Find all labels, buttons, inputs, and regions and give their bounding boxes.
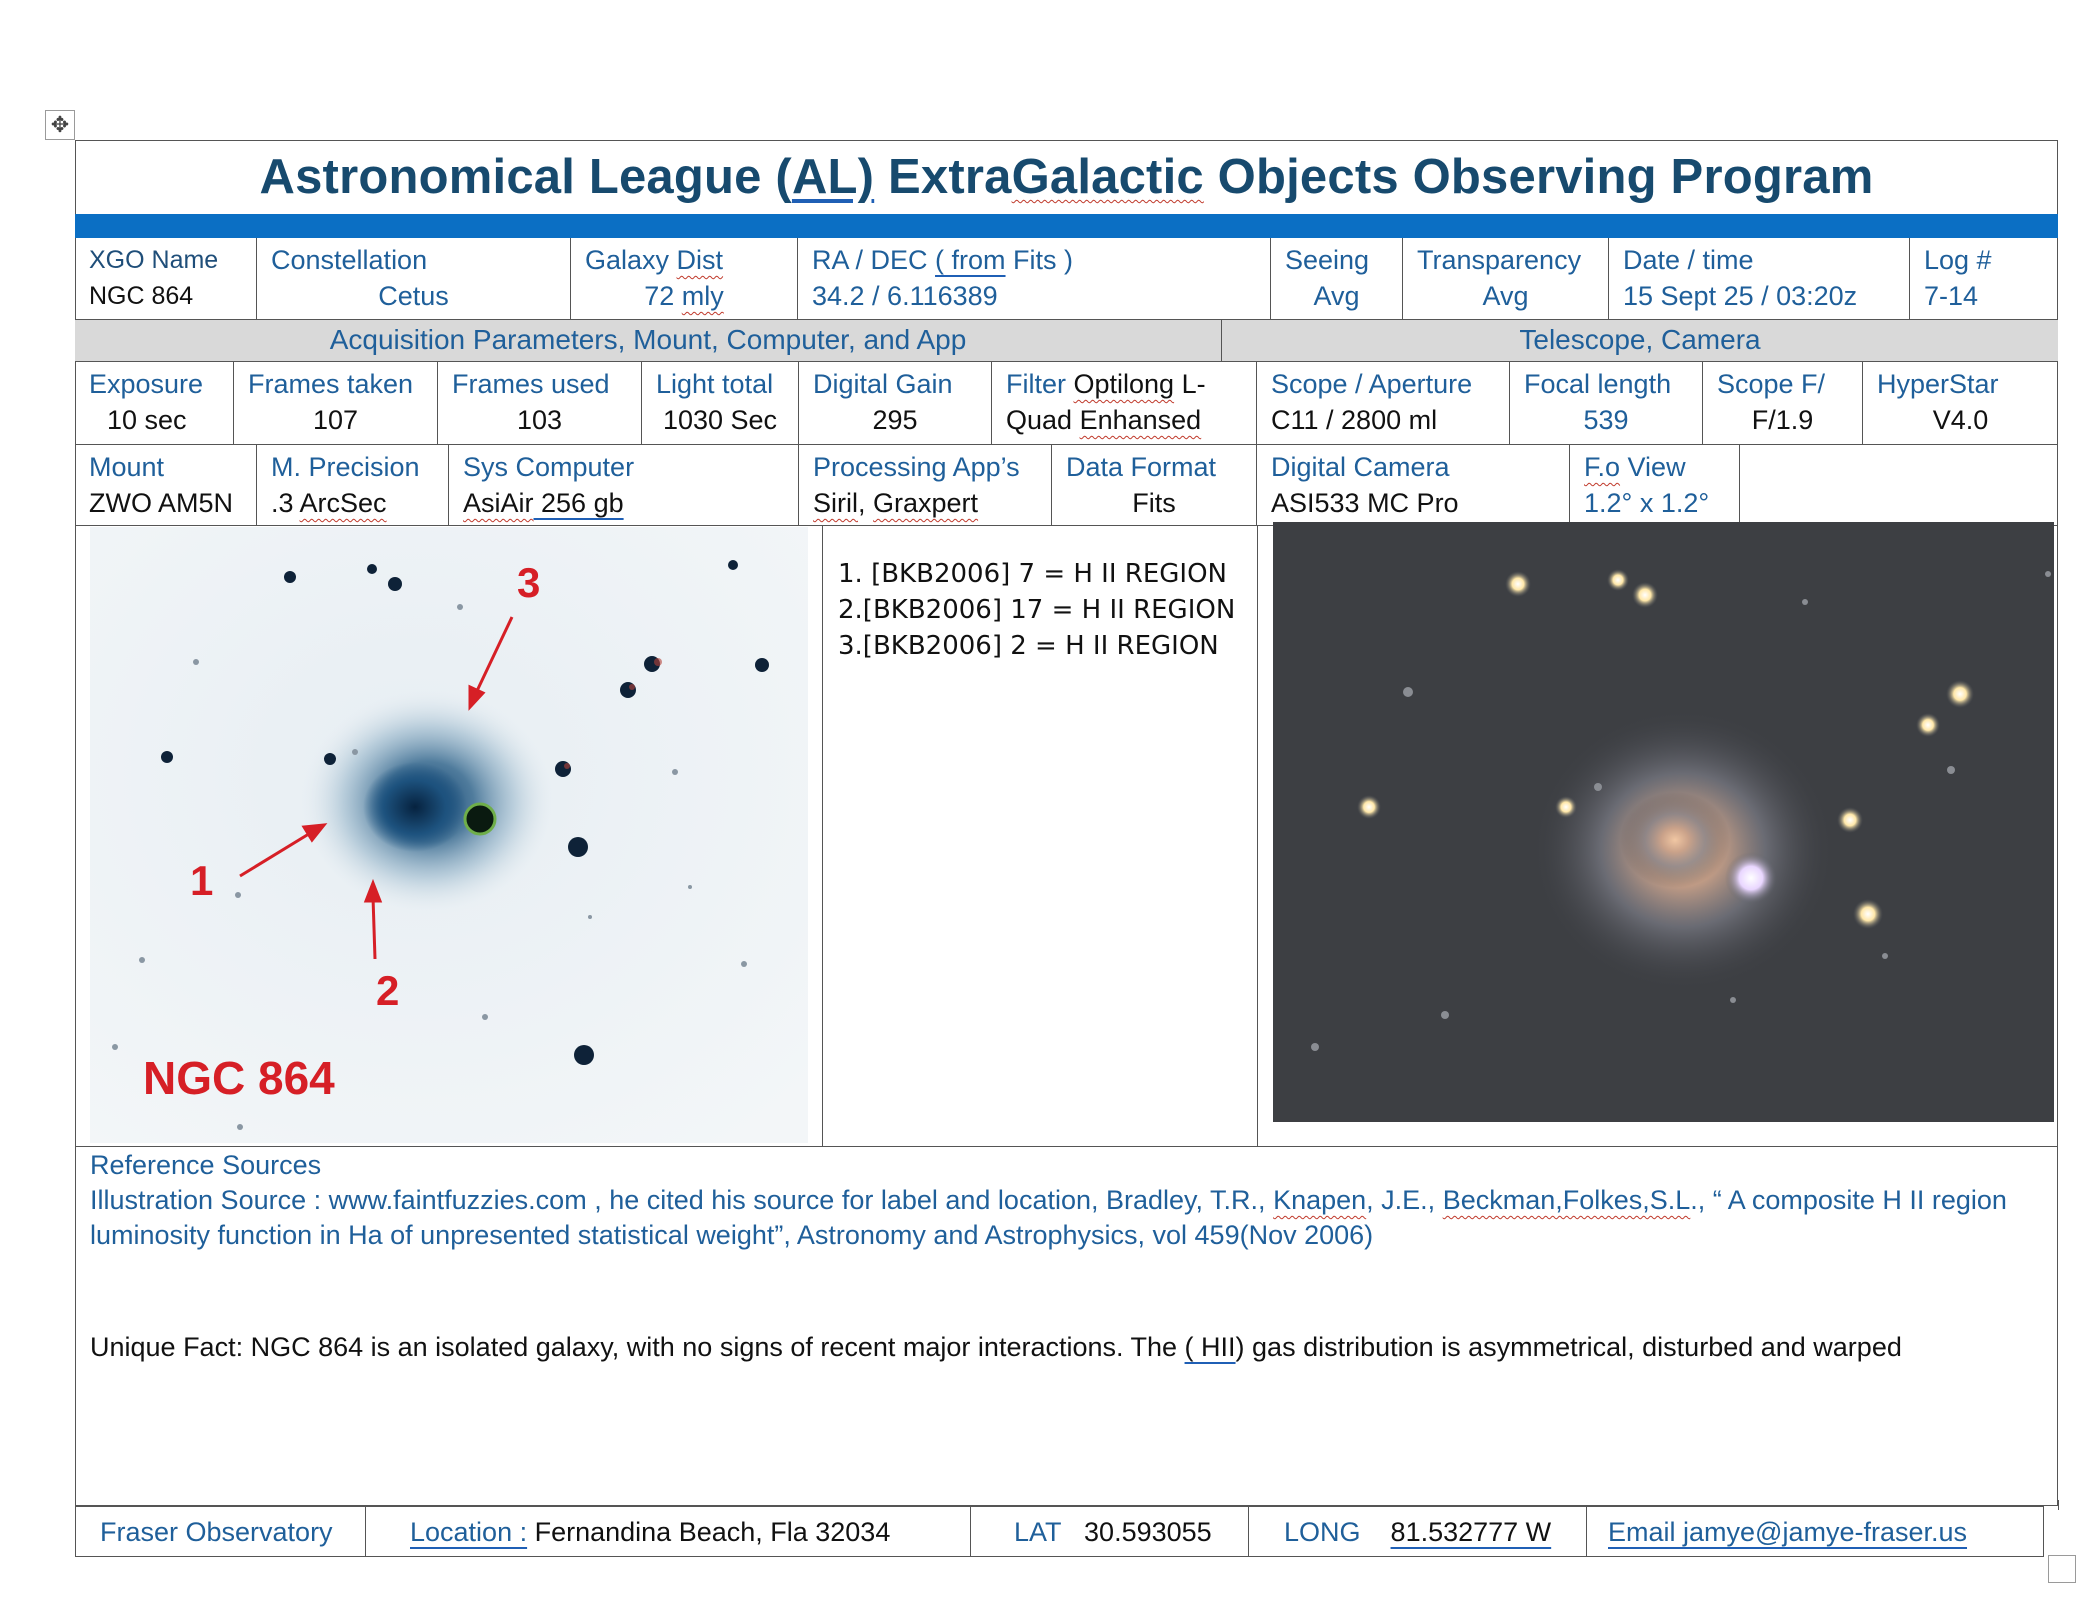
frames-used-cell[interactable] — [438, 362, 642, 445]
mount-value: ZWO AM5N — [89, 488, 234, 518]
page-title — [75, 140, 2058, 214]
scope-aperture-label: Scope / Aperture — [1271, 369, 1473, 399]
unique-fact: Unique Fact: NGC 864 is an isolated galaxy, with no signs of recent major interactions. The ( HII) gas distribution is asymmetrical, disturbed and warped — [90, 1332, 1902, 1362]
table-move-handle-icon[interactable]: ✥ — [45, 110, 75, 140]
field-of-view-value: 1.2° x 1.2° — [1584, 488, 1710, 518]
title-part: Astronomical League ( — [259, 150, 792, 204]
seeing-value: Avg — [1313, 281, 1360, 311]
region-label-1: 1 — [190, 857, 214, 904]
frames-used-label: Frames used — [452, 369, 610, 399]
footer-divider — [970, 1506, 971, 1557]
row-divider — [75, 1146, 2058, 1147]
mount-precision-label: M. Precision — [271, 452, 420, 482]
location-field[interactable]: Location : Fernandina Beach, Fla 32034 — [410, 1517, 891, 1547]
hyperstar-label: HyperStar — [1877, 369, 1999, 399]
frames-taken-value: 107 — [312, 405, 359, 435]
digital-camera-value: ASI533 MC Pro — [1271, 488, 1459, 518]
telescope-section-header: Telescope, Camera — [1222, 320, 2058, 362]
focal-length-cell[interactable] — [1510, 362, 1703, 445]
xgo-name-value: NGC 864 — [89, 282, 194, 310]
ngc864-photograph — [1273, 522, 2054, 1122]
footer-divider — [1586, 1506, 1587, 1557]
processing-apps-cell[interactable] — [799, 445, 1052, 526]
light-total-cell[interactable] — [642, 362, 799, 445]
scope-f-ratio-label: Scope F/ — [1717, 369, 1826, 399]
sys-computer-cell[interactable] — [449, 445, 799, 526]
sys-computer-label: Sys Computer — [463, 452, 635, 482]
longitude-field[interactable]: LONG 81.532777 W — [1284, 1517, 1552, 1547]
mount-label: Mount — [89, 452, 165, 482]
data-format-value: Fits — [1132, 488, 1176, 518]
digital-camera-label: Digital Camera — [1271, 452, 1450, 482]
galaxy-dist-label: Galaxy Dist — [585, 245, 724, 275]
processing-apps-value: Siril, Graxpert — [813, 488, 979, 518]
focal-length-value: 539 — [1583, 405, 1629, 435]
hyperstar-cell[interactable] — [1863, 362, 2058, 445]
title-al: AL) — [791, 150, 875, 204]
ra-dec-cell[interactable] — [798, 238, 1271, 320]
digital-gain-value: 295 — [872, 405, 918, 435]
illustration-caption: NGC 864 — [143, 1052, 335, 1104]
scope-f-ratio-cell[interactable] — [1703, 362, 1863, 445]
transparency-label: Transparency — [1417, 245, 1582, 275]
filter-cell[interactable] — [992, 362, 1257, 445]
exposure-cell[interactable] — [75, 362, 234, 445]
frames-used-value: 103 — [516, 405, 563, 435]
note-line: 3.[BKB2006] 2 = H II REGION — [838, 631, 1219, 661]
galaxy-dist-value: 72 mly — [644, 281, 724, 311]
sys-computer-value: AsiAir 256 gb — [463, 488, 624, 518]
title-part: Objects Observing Program — [1203, 150, 1874, 204]
frame-edge — [2058, 1500, 2059, 1510]
mount-cell[interactable] — [75, 445, 257, 526]
mount-precision-cell[interactable] — [257, 445, 449, 526]
frames-taken-label: Frames taken — [248, 369, 414, 399]
reference-text: Illustration Source : www.faintfuzzies.com , he cited his source for label and location, Bradley, T.R., Knapen, J.E., Beckman,Folkes,S.L., “ A composite H II region luminosity function in Ha of unpresented statistical weight”, Astronomy and Astrophysics, vol 459(Nov 2006) — [90, 1185, 2007, 1250]
field-of-view-cell[interactable] — [1570, 445, 1740, 526]
xgo-name-cell[interactable] — [75, 238, 257, 320]
galaxy-dist-cell[interactable] — [571, 238, 798, 320]
digital-gain-label: Digital Gain — [813, 369, 953, 399]
focal-length-label: Focal length — [1524, 369, 1672, 399]
constellation-label: Constellation — [271, 245, 428, 275]
ra-dec-label: RA / DEC ( from Fits ) — [812, 245, 1074, 275]
scope-f-ratio-value: F/1.9 — [1751, 405, 1814, 435]
log-number-value: 7-14 — [1924, 281, 1979, 311]
digital-camera-cell[interactable] — [1257, 445, 1570, 526]
constellation-cell[interactable] — [257, 238, 571, 320]
light-total-value: 1030 Sec — [662, 405, 778, 435]
data-format-label: Data Format — [1066, 452, 1217, 482]
note-line: 1. [BKB2006] 7 = H II REGION — [838, 559, 1228, 589]
log-number-cell[interactable] — [1910, 238, 2058, 320]
title-galactic: Galactic — [1011, 150, 1204, 204]
region-label-2: 2 — [376, 967, 400, 1014]
log-number-label: Log # — [1924, 245, 1992, 275]
title-blue-bar — [75, 214, 2058, 238]
hii-region-notes — [838, 556, 1248, 664]
digital-gain-cell[interactable] — [799, 362, 992, 445]
exposure-value: 10 sec — [107, 405, 187, 435]
region-label-3: 3 — [517, 559, 541, 606]
transparency-value: Avg — [1482, 281, 1529, 311]
reference-sources — [90, 1148, 2045, 1253]
footer-divider — [1248, 1506, 1249, 1557]
filter-label: Filter Optilong L- — [1006, 369, 1206, 399]
exposure-label: Exposure — [89, 369, 204, 399]
field-of-view-label: F.o View — [1584, 452, 1686, 482]
observatory-name: Fraser Observatory — [100, 1517, 333, 1547]
seeing-cell[interactable] — [1271, 238, 1403, 320]
email-link[interactable]: Email jamye@jamye-fraser.us — [1608, 1517, 1968, 1547]
transparency-cell[interactable] — [1403, 238, 1609, 320]
table-resize-handle-icon[interactable] — [2048, 1555, 2076, 1583]
title-part: Extra — [874, 150, 1012, 204]
footer-divider — [365, 1506, 366, 1557]
scope-aperture-cell[interactable] — [1257, 362, 1510, 445]
scope-aperture-value: C11 / 2800 ml — [1271, 405, 1438, 435]
column-divider — [822, 526, 823, 1146]
seeing-label: Seeing — [1285, 245, 1370, 275]
processing-apps-label: Processing App’s — [813, 452, 1020, 482]
xgo-name-label: XGO Name — [89, 246, 219, 274]
latitude-field[interactable]: LAT 30.593055 — [1014, 1517, 1212, 1547]
note-line: 2.[BKB2006] 17 = H II REGION — [838, 595, 1236, 625]
frames-taken-cell[interactable] — [234, 362, 438, 445]
filter-value: Quad Enhansed — [1006, 405, 1202, 435]
hyperstar-value: V4.0 — [1932, 405, 1989, 435]
date-time-cell[interactable] — [1609, 238, 1910, 320]
ra-dec-value: 34.2 / 6.116389 — [812, 281, 998, 311]
mount-precision-value: .3 ArcSec — [271, 488, 387, 518]
reference-heading: Reference Sources — [90, 1150, 322, 1180]
light-total-label: Light total — [656, 369, 774, 399]
column-divider — [1257, 526, 1258, 1146]
ngc864-labeled-illustration — [90, 527, 808, 1143]
constellation-value: Cetus — [378, 281, 449, 311]
date-time-label: Date / time — [1623, 245, 1754, 275]
acquisition-section-header: Acquisition Parameters, Mount, Computer, and App — [75, 320, 1222, 362]
date-time-value: 15 Sept 25 / 03:20z — [1623, 281, 1858, 311]
data-format-cell[interactable] — [1052, 445, 1257, 526]
